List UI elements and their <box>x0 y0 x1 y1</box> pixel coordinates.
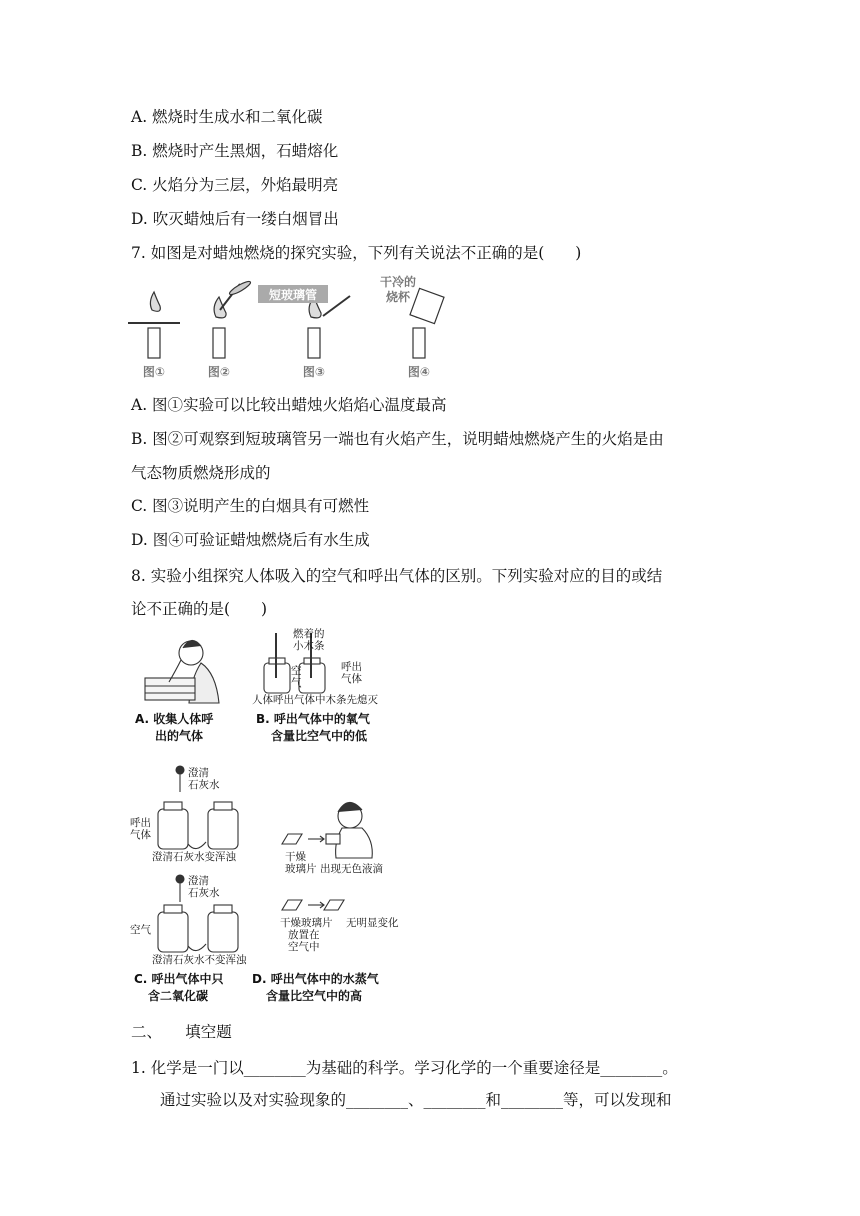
d-glass1-l1: 干燥 <box>285 851 306 863</box>
caption-fig4: 图④ <box>407 365 431 379</box>
q8-figure-ab <box>131 628 401 753</box>
option-b-q7: B. 图②可观察到短玻璃管另一端也有火焰产生，说明蜡烛燃烧产生的火焰是由 <box>131 430 664 448</box>
caption-b-line1: B. 呼出气体中的氧气 <box>256 712 370 726</box>
q7-candle-figure <box>128 272 458 384</box>
option-b-q6: B. 燃烧时产生黑烟，石蜡熔化 <box>131 142 339 160</box>
c-air: 空气 <box>130 924 151 936</box>
option-d-q6: D. 吹灭蜡烛后有一缕白烟冒出 <box>131 210 339 228</box>
b-label-breath-1: 呼出 <box>341 661 362 673</box>
b-label-breath-2: 气体 <box>341 673 362 685</box>
caption-a-line1: A. 收集人体呼 <box>135 712 214 726</box>
label-cold-beaker-line2: 烧杯 <box>385 290 411 304</box>
option-b-q7-cont: 气态物质燃烧形成的 <box>131 464 271 482</box>
c-breath-l1: 呼出 <box>130 817 151 829</box>
b-label-air-1: 空 <box>291 665 302 677</box>
b-label-air-2: 气 <box>291 677 302 689</box>
section-2-heading: 二、 填空题 <box>131 1023 232 1041</box>
c-note2: 澄清石灰水不变浑浊 <box>152 954 247 966</box>
caption-d-line1: D. 呼出气体中的水蒸气 <box>252 972 379 986</box>
q7-candle-drawings <box>128 272 458 384</box>
q8-figure-cd <box>128 764 418 1009</box>
caption-fig2: 图② <box>207 365 231 379</box>
caption-fig1: 图① <box>142 365 166 379</box>
d-glass1-l2: 玻璃片 <box>285 863 317 875</box>
question-8-stem-line1: 8. 实验小组探究人体吸入的空气和呼出气体的区别。下列实验对应的目的或结 <box>131 567 663 585</box>
fill-q1-line1: 1. 化学是一门以________为基础的科学。学习化学的一个重要途径是________。 <box>131 1059 678 1077</box>
b-label-burning-stick-2: 小木条 <box>293 640 325 652</box>
c-lime2-l1: 澄清 <box>188 875 209 887</box>
d-glass2-l3: 空气中 <box>288 941 320 953</box>
d-glass2-l1: 干燥玻璃片 <box>280 917 333 929</box>
label-cold-beaker-line1: 干冷的 <box>379 275 417 289</box>
fill-q1-line2: 通过实验以及对实验现象的________、________和________等，可以发现和 <box>160 1091 672 1109</box>
option-c-q7: C. 图③说明产生的白烟具有可燃性 <box>131 497 370 515</box>
b-label-burning-stick-1: 燃着的 <box>293 628 325 640</box>
caption-fig3: 图③ <box>302 365 326 379</box>
c-lime2-l2: 石灰水 <box>188 887 220 899</box>
d-result1: 出现无色液滴 <box>320 863 383 875</box>
option-c-q6: C. 火焰分为三层，外焰最明亮 <box>131 176 339 194</box>
option-d-q7: D. 图④可验证蜡烛燃烧后有水生成 <box>131 531 370 549</box>
c-note1: 澄清石灰水变浑浊 <box>152 851 236 863</box>
option-a-q6: A. 燃烧时生成水和二氧化碳 <box>131 108 323 126</box>
d-glass2-l2: 放置在 <box>288 929 320 941</box>
c-lime1-l2: 石灰水 <box>188 779 220 791</box>
caption-c-line1: C. 呼出气体中只 <box>134 972 224 986</box>
caption-d-line2: 含量比空气中的高 <box>266 989 363 1003</box>
d-result2: 无明显变化 <box>346 917 399 929</box>
question-7-stem: 7. 如图是对蜡烛燃烧的探究实验，下列有关说法不正确的是( ) <box>131 244 582 262</box>
option-a-q7: A. 图①实验可以比较出蜡烛火焰焰心温度最高 <box>131 396 447 414</box>
label-short-glass-tube: 短玻璃管 <box>268 288 318 302</box>
b-note: 人体呼出气体中木条先熄灭 <box>252 694 378 706</box>
question-8-stem-line2: 论不正确的是( ) <box>131 600 268 618</box>
caption-c-line2: 含二氧化碳 <box>148 989 209 1003</box>
c-lime1-l1: 澄清 <box>188 767 209 779</box>
caption-b-line2: 含量比空气中的低 <box>271 729 368 743</box>
caption-a-line2: 出的气体 <box>155 729 204 743</box>
c-breath-l2: 气体 <box>130 829 151 841</box>
